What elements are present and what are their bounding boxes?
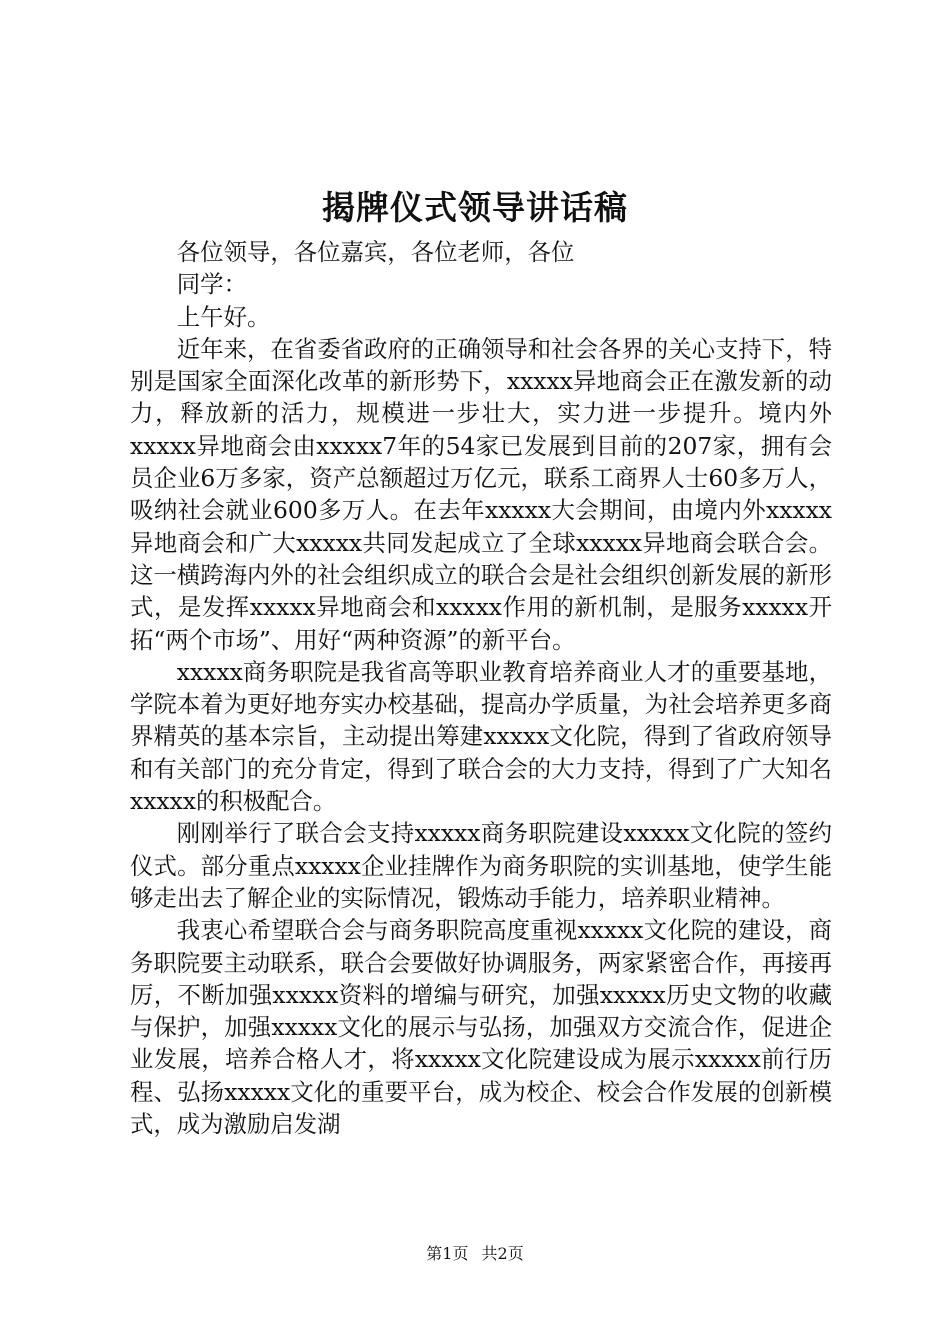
- paragraph-salutation-cont: 同学：: [176, 270, 247, 299]
- paragraph-4: 我衷心希望联合会与商务职院高度重视xxxxx文化院的建设，商务职院要主动联系，联合会要做好协调服务，两家紧密合作，再接再厉，不断加强xxxxx资料的增编与研究，加强xxxxx历史文物的收藏与保护，加强xxxxx文化的展示与弘扬，加强双方交流合作，促进企业发展，培养合格人才，将xxxxx文化院建设成为展示xxxxx前行历程、弘扬xxxxx文化的重要平台，成为校企、校会合作发展的创新模式，成为激励启发湖: [130, 916, 832, 1139]
- paragraph-1: 近年来，在省委省政府的正确领导和社会各界的关心支持下，特别是国家全面深化改革的新形势下，xxxxx异地商会正在激发新的动力，释放新的活力，规模进一步壮大，实力进一步提升。境内外xxxxx异地商会由xxxxx7年的54家已发展到目前的207家，拥有会员企业6万多家，资产总额超过万亿元，联系工商界人士60多万人，吸纳社会就业600多万人。在去年xxxxx大会期间，由境内外xxxxx异地商会和广大xxxxx共同发起成立了全球xxxxx异地商会联合会。这一横跨海内外的社会组织成立的联合会是社会组织创新发展的新形式，是发挥xxxxx异地商会和xxxxx作用的新机制，是服务xxxxx开拓“两个市场”、用好“两种资源”的新平台。: [130, 334, 832, 654]
- document-body: [130, 236, 832, 1140]
- document-title: 揭牌仪式领导讲话稿: [322, 188, 628, 227]
- paragraph-3: 刚刚举行了联合会支持xxxxx商务职院建设xxxxx文化院的签约仪式。部分重点xxxxx企业挂牌作为商务职院的实训基地，使学生能够走出去了解企业的实际情况，锻炼动手能力，培养职业精神。: [130, 819, 832, 912]
- page-footer: [0, 1243, 950, 1265]
- page-number: 第1页: [426, 1244, 469, 1263]
- paragraph-salutation: 各位领导，各位嘉宾，各位老师，各位: [176, 238, 575, 266]
- page-total: 共2页: [481, 1244, 524, 1263]
- paragraph-greeting: 上午好。: [176, 302, 271, 331]
- paragraph-2: xxxxx商务职院是我省高等职业教育培养商业人才的重要基地，学院本着为更好地夯实办校基础，提高办学质量，为社会培养更多商界精英的基本宗旨，主动提出筹建xxxxx文化院，得到了省政府领导和有关部门的充分肯定，得到了联合会的大力支持，得到了广大知名xxxxx的积极配合。: [130, 657, 832, 816]
